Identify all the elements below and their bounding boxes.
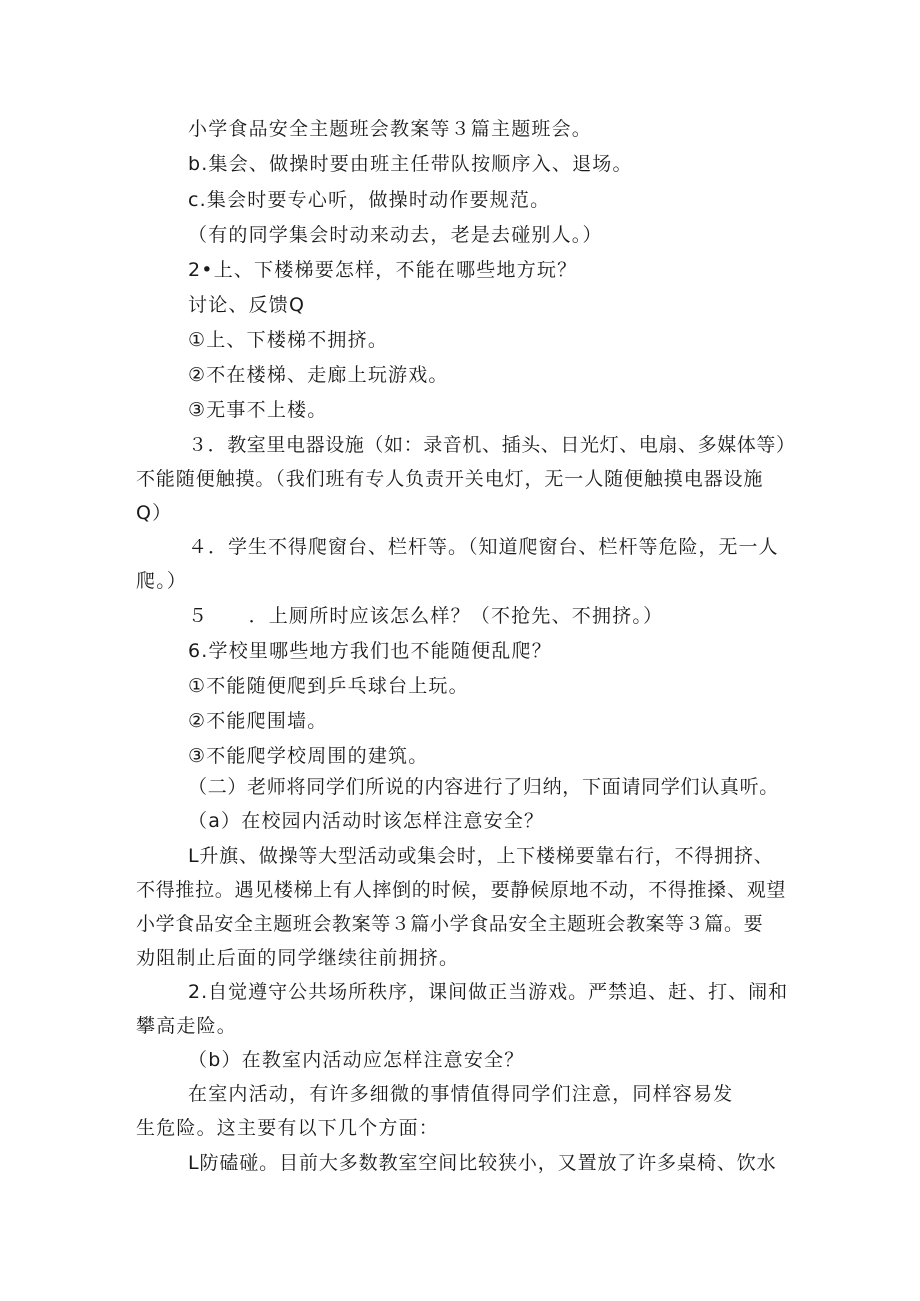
text-line: 不能随便触摸。（我们班有专人负责开关电灯，无一人随便触摸电器设施 <box>136 468 764 490</box>
text-line: （a）在校园内活动时该怎样注意安全？ <box>188 810 545 832</box>
text-line: ４．学生不得爬窗台、栏杆等。（知道爬窗台、栏杆等危险，无一人 <box>188 536 779 558</box>
text-line: 在室内活动，有许多细微的事情值得同学们注意，同样容易发 <box>188 1083 734 1105</box>
text-line: L升旗、做操等大型活动或集会时，上下楼梯要靠右行，不得拥挤、 <box>188 845 774 867</box>
text-line: Q） <box>136 502 173 524</box>
text-line: 不得推拉。遇见楼梯上有人摔倒的时候，要静候原地不动，不得推搡、观望 <box>136 879 787 901</box>
text-line: 2•上、下楼梯要怎样，不能在哪些地方玩？ <box>188 259 578 281</box>
text-line: ①上、下楼梯不拥挤。 <box>188 329 389 351</box>
text-line: ３．教室里电器设施（如：录音机、插头、日光灯、电扇、多媒体等） <box>188 434 796 456</box>
text-line: ③不能爬学校周围的建筑。 <box>188 745 429 767</box>
text-line: ③无事不上楼。 <box>188 399 328 421</box>
text-line: ５ ．上厕所时应该怎么样？（不抢先、不拥挤。） <box>188 605 664 627</box>
text-line: b.集会、做操时要由班主任带队按顺序入、退场。 <box>188 153 633 175</box>
text-line: ①不能随便爬到乒乓球台上玩。 <box>188 675 469 697</box>
text-line: L防磕碰。目前大多数教室空间比较狭小，又置放了许多桌椅、饮水 <box>188 1152 777 1174</box>
text-line: ②不在楼梯、走廊上玩游戏。 <box>188 364 449 386</box>
text-line: 6.学校里哪些地方我们也不能随便乱爬？ <box>188 640 552 662</box>
text-line: 讨论、反馈Q <box>188 294 306 316</box>
text-line: 生危险。这主要有以下几个方面： <box>136 1117 440 1139</box>
text-line: 爬。） <box>136 570 188 592</box>
text-line: （b）在教室内活动应怎样注意安全？ <box>188 1049 525 1071</box>
text-line: ②不能爬围墙。 <box>188 710 328 732</box>
text-line: c.集会时要专心听，做操时动作要规范。 <box>188 189 551 211</box>
text-line: 攀高走险。 <box>136 1015 238 1037</box>
text-line: （二）老师将同学们所说的内容进行了归纳，下面请同学们认真听。 <box>188 776 780 798</box>
text-line: 2.自觉遵守公共场所秩序，课间做正当游戏。严禁追、赶、打、闹和 <box>188 981 789 1003</box>
text-line: 劝阻制止后面的同学继续往前拥挤。 <box>136 947 460 969</box>
text-line: 小学食品安全主题班会教案等３篇小学食品安全主题班会教案等３篇。要 <box>136 913 764 935</box>
text-line: （有的同学集会时动来动去，老是去碰别人。） <box>188 224 603 246</box>
text-line: 小学食品安全主题班会教案等３篇主题班会。 <box>188 118 593 140</box>
